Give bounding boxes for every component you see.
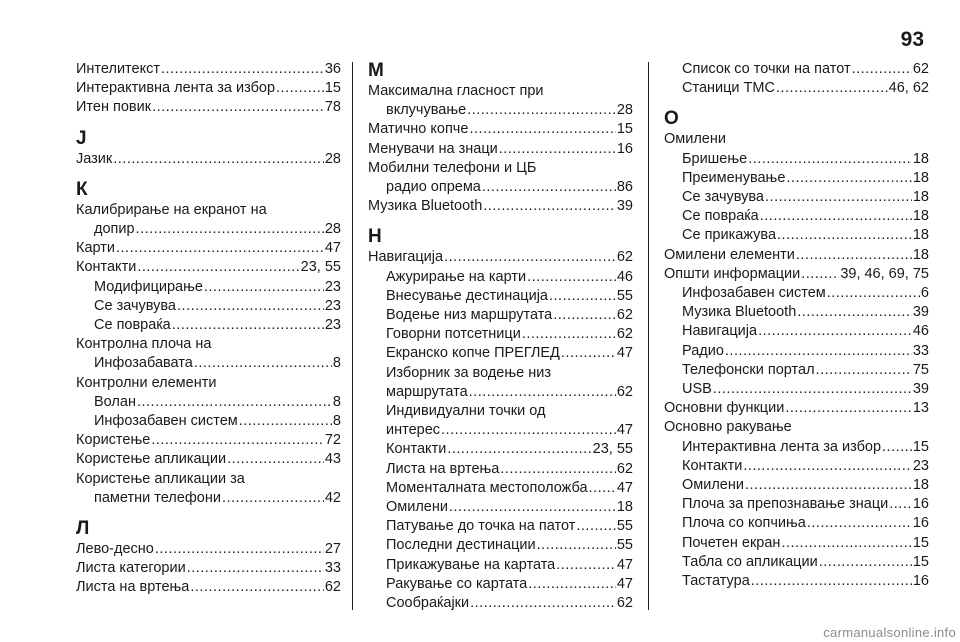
index-entry-term: Јазик	[76, 150, 113, 167]
dot-leader	[470, 594, 616, 613]
index-entry-pages: 62	[324, 579, 341, 596]
index-entry	[76, 431, 341, 450]
index-entry	[368, 178, 633, 197]
index-entry	[664, 572, 929, 591]
dot-leader	[748, 150, 912, 169]
index-entry-heading: Омилени	[664, 131, 726, 148]
index-entry-term: Музика Bluetooth	[368, 198, 483, 215]
index-entry-heading: Максимална гласност при	[368, 83, 544, 99]
dot-leader	[222, 489, 324, 508]
dot-leader	[136, 220, 324, 239]
index-entry	[368, 440, 633, 459]
index-entry	[664, 514, 929, 533]
index-entry-pages: 55	[616, 537, 633, 554]
dot-leader	[852, 60, 912, 79]
index-entry-pages: 18	[912, 208, 929, 225]
index-entry	[368, 594, 633, 613]
index-column-2	[368, 60, 633, 613]
index-entry-pages: 39, 46, 69, 75	[840, 265, 929, 282]
index-entry-heading: Контролни елементи	[76, 374, 217, 391]
index-entry-pages: 18	[912, 246, 929, 263]
index-entry	[76, 258, 341, 277]
index-entry-heading: Калибрирање на екранот на	[76, 201, 267, 218]
index-entry	[368, 140, 633, 159]
index-entry-pages: 39	[912, 304, 929, 321]
index-section-letter: М	[368, 60, 384, 81]
dot-leader	[760, 207, 912, 226]
dot-leader	[745, 476, 912, 495]
index-entry	[368, 556, 633, 575]
dot-leader	[522, 325, 616, 344]
index-entry	[76, 540, 341, 559]
index-entry	[664, 399, 929, 418]
column-divider	[352, 62, 353, 610]
index-entry-pages: 75	[912, 361, 929, 378]
dot-leader	[444, 248, 616, 267]
index-entry	[368, 325, 633, 344]
dot-leader	[751, 572, 912, 591]
dot-leader	[882, 438, 912, 457]
index-entry	[76, 354, 341, 373]
dot-leader	[469, 120, 615, 139]
index-entry-pages: 15	[912, 534, 929, 551]
dot-leader	[155, 540, 324, 559]
index-entry	[664, 246, 929, 265]
dot-leader	[172, 316, 324, 335]
index-entry	[76, 220, 341, 239]
index-section-letter: О	[664, 108, 679, 130]
index-column-3	[664, 60, 929, 591]
index-entry	[664, 476, 929, 495]
index-entry-pages: 62	[616, 326, 633, 343]
dot-leader	[889, 495, 912, 514]
index-entry-term: Итен повик	[76, 99, 152, 116]
index-entry	[368, 517, 633, 536]
index-entry-term: Се зачувува	[682, 189, 765, 206]
index-entry	[664, 361, 929, 380]
index-entry-term: Навигација	[682, 323, 758, 340]
index-entry-heading: Контролна плоча на	[76, 336, 212, 353]
index-entry-term: Последни дестинации	[386, 537, 536, 554]
index-entry-term: Тастатура	[682, 573, 750, 590]
dot-leader	[797, 303, 912, 322]
dot-leader	[137, 258, 299, 277]
index-entry-pages: 27	[324, 541, 341, 558]
index-entry-term: Преименување	[682, 169, 786, 186]
dot-leader	[776, 79, 888, 98]
index-entry-term: Музика Bluetooth	[682, 304, 797, 321]
index-entry-term: Лево-десно	[76, 541, 154, 558]
index-entry-pages: 16	[912, 515, 929, 532]
dot-leader	[137, 393, 332, 412]
index-entry-term: Бришење	[682, 150, 748, 167]
index-entry-pages: 46, 62	[888, 80, 929, 97]
index-entry-pages: 28	[616, 102, 633, 119]
watermark-footer: carmanualsonline.info	[823, 625, 956, 640]
index-entry-pages: 47	[616, 479, 633, 496]
dot-leader	[786, 169, 911, 188]
dot-leader	[777, 226, 912, 245]
index-entry-term: Екранско копче ПРЕГЛЕД	[386, 345, 560, 362]
index-entry	[76, 578, 341, 597]
index-entry	[664, 150, 929, 169]
index-entry-term: радио опрема	[386, 179, 481, 196]
dot-leader	[177, 297, 324, 316]
dot-leader	[194, 354, 332, 373]
index-entry-term: Контакти	[682, 457, 743, 474]
index-entry-term: Инфозабавата	[94, 355, 193, 372]
index-entry-pages: 18	[912, 150, 929, 167]
index-entry-heading: Користење апликации за	[76, 470, 245, 487]
index-entry-term: вклучување	[386, 102, 467, 119]
index-entry-term: интерес	[386, 422, 441, 439]
index-entry	[368, 287, 633, 306]
dot-leader	[807, 514, 912, 533]
dot-leader	[204, 278, 324, 297]
index-entry-term: Табла со апликации	[682, 553, 818, 570]
index-entry-term: Омилени	[682, 477, 744, 494]
index-entry	[664, 265, 929, 284]
index-entry	[664, 169, 929, 188]
dot-leader	[589, 479, 616, 498]
index-entry-term: Моменталната местоположба	[386, 479, 588, 496]
index-entry-term: Листа на вртења	[386, 460, 500, 477]
index-entry	[664, 495, 929, 514]
index-entry-pages: 28	[324, 221, 341, 238]
dot-leader	[500, 460, 615, 479]
index-entry	[368, 101, 633, 120]
index-entry-pages: 18	[616, 499, 633, 516]
index-entry	[368, 479, 633, 498]
index-entry-term: Сообраќајки	[386, 595, 470, 612]
dot-leader	[187, 559, 324, 578]
index-entry	[76, 393, 341, 412]
index-entry-pages: 62	[616, 595, 633, 612]
dot-leader	[116, 239, 324, 258]
dot-leader	[819, 553, 912, 572]
dot-leader	[765, 188, 912, 207]
dot-leader	[801, 265, 839, 284]
index-entry-pages: 43	[324, 451, 341, 468]
index-section-letter: J	[76, 127, 87, 149]
index-entry-pages: 39	[912, 381, 929, 398]
index-entry-term: Прикажување на картата	[386, 556, 556, 573]
index-entry	[664, 60, 929, 79]
dot-leader	[781, 534, 911, 553]
index-entry-pages: 15	[616, 121, 633, 138]
index-entry-term: Користење апликации	[76, 451, 227, 468]
index-entry	[368, 120, 633, 139]
dot-leader	[827, 284, 920, 303]
dot-leader	[447, 440, 591, 459]
index-entry-pages: 15	[912, 553, 929, 570]
index-entry	[368, 197, 633, 216]
dot-leader	[785, 399, 912, 418]
index-entry	[664, 79, 929, 98]
dot-leader	[758, 322, 912, 341]
page-number: 93	[900, 28, 924, 51]
index-entry	[368, 344, 633, 363]
index-entry	[664, 303, 929, 322]
dot-leader	[469, 383, 616, 402]
index-entry	[76, 60, 341, 79]
index-entry-pages: 33	[912, 342, 929, 359]
dot-leader	[537, 536, 616, 555]
index-entry	[664, 380, 929, 399]
index-entry-pages: 23	[324, 317, 341, 334]
index-entry-term: Станици ТМС	[682, 80, 775, 97]
dot-leader	[528, 575, 616, 594]
index-entry	[664, 457, 929, 476]
index-entry-term: маршрутата	[386, 383, 468, 400]
index-entry-pages: 23, 55	[592, 441, 633, 458]
index-entry	[664, 534, 929, 553]
index-entry-term: Омилени	[386, 499, 448, 516]
index-entry	[664, 188, 929, 207]
index-entry-term: Основни функции	[664, 400, 785, 417]
dot-leader	[113, 150, 324, 169]
index-entry-pages: 8	[332, 355, 341, 372]
index-entry-pages: 16	[616, 140, 633, 157]
index-entry-term: Листа категории	[76, 560, 186, 577]
index-entry-term: Плоча за препознавање знаци	[682, 496, 889, 513]
index-section-letter: К	[76, 178, 88, 200]
index-entry	[76, 297, 341, 316]
index-entry	[664, 322, 929, 341]
index-entry-pages: 16	[912, 573, 929, 590]
index-entry-pages: 23, 55	[300, 259, 341, 276]
index-entry-pages: 47	[616, 575, 633, 592]
index-entry-pages: 23	[912, 457, 929, 474]
index-entry	[76, 316, 341, 335]
index-entry-pages: 62	[616, 383, 633, 400]
index-entry-term: Модифицирање	[94, 278, 203, 295]
index-entry-heading: Мобилни телефони и ЦБ	[368, 159, 537, 176]
index-entry	[664, 226, 929, 245]
index-entry	[664, 342, 929, 361]
index-entry-term: Патување до точка на патот	[386, 518, 576, 535]
index-entry	[368, 536, 633, 555]
index-entry-term: Карти	[76, 240, 115, 257]
index-entry-pages: 55	[616, 518, 633, 535]
index-entry-term: Користење	[76, 432, 151, 449]
index-entry-term: USB	[682, 381, 712, 398]
index-entry-pages: 46	[912, 323, 929, 340]
index-entry-term: Говорни потсетници	[386, 326, 521, 343]
index-entry-term: Се зачувува	[94, 297, 177, 314]
dot-leader	[576, 517, 616, 536]
index-entry-pages: 23	[324, 278, 341, 295]
index-entry-term: Ракување со картата	[386, 575, 528, 592]
dot-leader	[713, 380, 912, 399]
index-entry-pages: 28	[324, 150, 341, 167]
dot-leader	[499, 140, 616, 159]
index-section-letter: Л	[76, 518, 90, 540]
index-entry	[368, 268, 633, 287]
index-entry	[76, 450, 341, 469]
dot-leader	[152, 98, 324, 117]
index-entry-pages: 47	[324, 240, 341, 257]
index-entry	[664, 438, 929, 457]
dot-leader	[796, 246, 912, 265]
index-entry-term: Инфозабавен систем	[94, 413, 238, 430]
dot-leader	[556, 556, 616, 575]
index-entry	[664, 207, 929, 226]
index-entry-pages: 33	[324, 560, 341, 577]
index-entry	[368, 421, 633, 440]
dot-leader	[190, 578, 323, 597]
index-entry-term: Матично копче	[368, 121, 469, 138]
index-entry-term: Внесување дестинација	[386, 287, 548, 304]
index-entry	[76, 239, 341, 258]
index-entry-term: Почетен екран	[682, 534, 781, 551]
dot-leader	[527, 268, 616, 287]
index-entry-term: Ажурирање на карти	[386, 268, 527, 285]
dot-leader	[227, 450, 324, 469]
dot-leader	[239, 412, 332, 431]
index-entry-term: допир	[94, 221, 135, 238]
index-entry-pages: 47	[616, 345, 633, 362]
index-entry-pages: 78	[324, 99, 341, 116]
index-entry	[368, 498, 633, 517]
dot-leader	[151, 431, 324, 450]
dot-leader	[483, 197, 616, 216]
index-entry-pages: 18	[912, 189, 929, 206]
dot-leader	[743, 457, 912, 476]
dot-leader	[549, 287, 616, 306]
index-entry	[76, 98, 341, 117]
index-entry-pages: 18	[912, 477, 929, 494]
index-entry-pages: 55	[616, 287, 633, 304]
index-entry	[368, 306, 633, 325]
index-entry-pages: 62	[616, 307, 633, 324]
index-entry	[368, 575, 633, 594]
dot-leader	[449, 498, 616, 517]
index-entry	[76, 412, 341, 431]
index-entry-term: Општи информации	[664, 265, 801, 282]
index-entry-term: Плоча со копчиња	[682, 515, 806, 532]
index-entry-pages: 47	[616, 556, 633, 573]
index-entry-pages: 23	[324, 297, 341, 314]
dot-leader	[441, 421, 616, 440]
dot-leader	[276, 79, 324, 98]
dot-leader	[725, 342, 912, 361]
index-entry-term: Се прикажува	[682, 227, 777, 244]
index-entry-term: Радио	[682, 342, 724, 359]
dot-leader	[482, 178, 616, 197]
index-entry	[368, 383, 633, 402]
index-entry-term: Омилени елементи	[664, 246, 795, 263]
index-entry-term: Се повраќа	[682, 208, 759, 225]
index-entry	[664, 553, 929, 572]
index-entry-pages: 6	[920, 285, 929, 302]
dot-leader	[816, 361, 912, 380]
index-entry-pages: 86	[616, 179, 633, 196]
index-entry-term: паметни телефони	[94, 489, 221, 506]
index-entry-term: Инфозабавен систем	[682, 285, 826, 302]
index-entry-term: Се повраќа	[94, 317, 171, 334]
index-entry	[76, 559, 341, 578]
index-entry	[76, 150, 341, 169]
index-entry-pages: 13	[912, 400, 929, 417]
index-entry-term: Интерактивна лента за избор	[682, 438, 882, 455]
index-entry-pages: 62	[616, 460, 633, 477]
index-entry-pages: 62	[912, 61, 929, 77]
index-section-letter: Н	[368, 226, 382, 248]
index-entry-pages: 62	[616, 249, 633, 266]
index-entry-heading: Индивидуални точки од	[386, 403, 546, 420]
index-entry-pages: 42	[324, 489, 341, 506]
index-entry	[368, 460, 633, 479]
index-entry-pages: 15	[324, 80, 341, 97]
index-entry-heading: Основно ракување	[664, 419, 792, 436]
index-entry	[76, 489, 341, 508]
index-entry-pages: 72	[324, 432, 341, 449]
dot-leader	[553, 306, 616, 325]
index-entry-heading: Изборник за водење низ	[386, 364, 552, 381]
index-entry-term: Водење низ маршрутата	[386, 307, 553, 324]
index-entry-pages: 16	[912, 496, 929, 513]
index-entry	[368, 248, 633, 267]
index-entry-term: Контакти	[76, 259, 137, 276]
index-entry-pages: 8	[332, 413, 341, 430]
index-entry-term: Волан	[94, 393, 136, 410]
index-entry-term: Менувачи на знаци	[368, 140, 498, 157]
dot-leader	[561, 344, 616, 363]
index-entry-term: Список со точки на патот	[682, 61, 851, 77]
index-entry-pages: 18	[912, 227, 929, 244]
index-entry-term: Навигација	[368, 249, 444, 266]
index-entry-term: Листа на вртења	[76, 579, 190, 596]
column-divider	[648, 62, 649, 610]
index-entry-pages: 15	[912, 438, 929, 455]
index-entry-pages: 46	[616, 268, 633, 285]
index-entry-pages: 8	[332, 393, 341, 410]
index-entry-pages: 18	[912, 169, 929, 186]
index-entry-pages: 36	[324, 61, 341, 77]
index-entry	[76, 278, 341, 297]
index-entry-term: Интерактивна лента за избор	[76, 80, 276, 97]
index-entry-pages: 47	[616, 422, 633, 439]
index-entry-term: Контакти	[386, 441, 447, 458]
index-entry-term: Телефонски портал	[682, 361, 815, 378]
index-column-1	[76, 60, 341, 598]
index-entry-term: Интелитекст	[76, 61, 160, 77]
dot-leader	[467, 101, 616, 120]
index-entry	[76, 79, 341, 98]
dot-leader	[161, 60, 324, 79]
index-entry	[664, 284, 929, 303]
index-entry-pages: 39	[616, 198, 633, 215]
